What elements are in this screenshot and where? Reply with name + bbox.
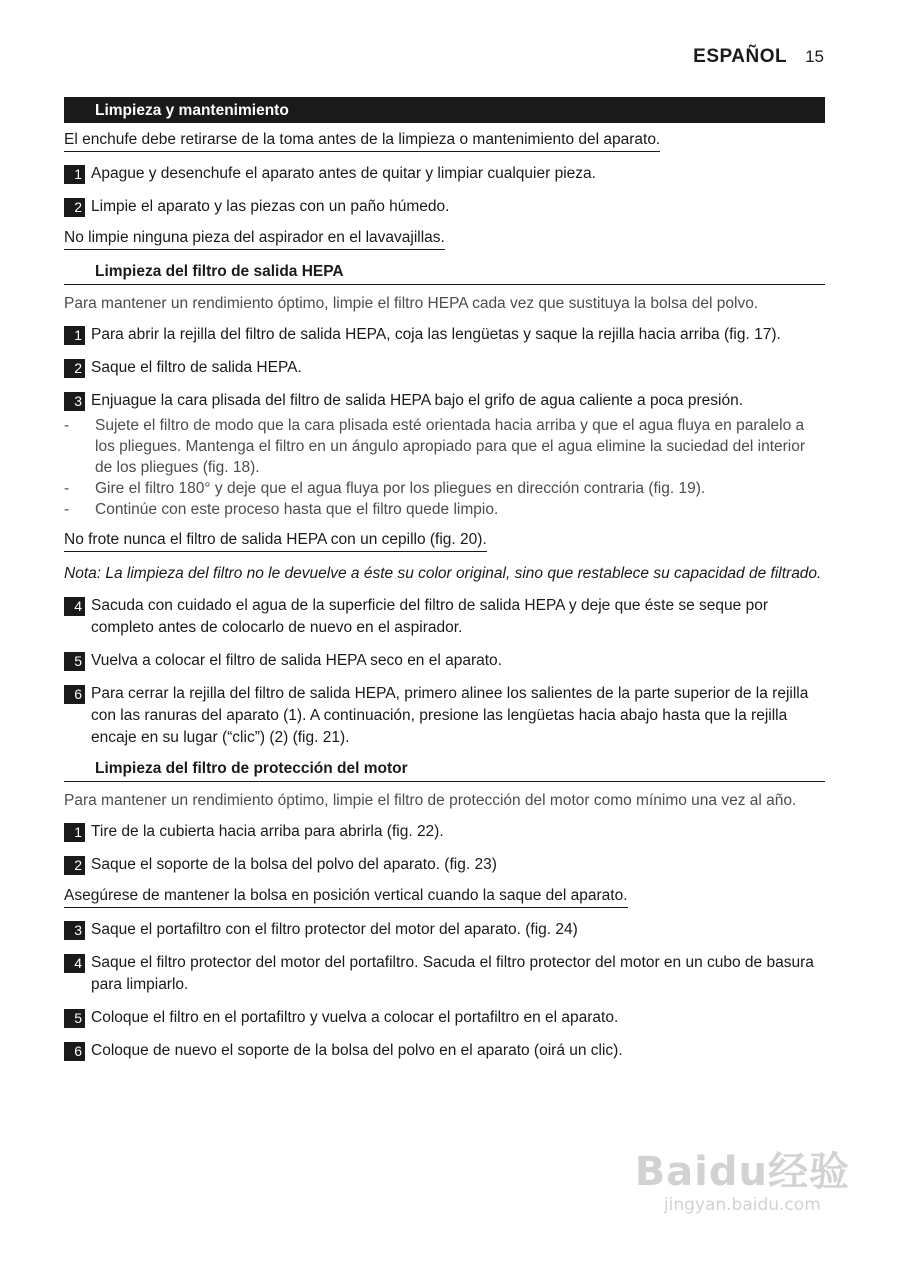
step-number: 5: [64, 1009, 85, 1028]
page-number: 15: [805, 47, 824, 66]
bullet-list: [64, 415, 825, 520]
step-number: 1: [64, 823, 85, 842]
watermark-url: jingyan.baidu.com: [663, 1195, 821, 1215]
step-number: 3: [64, 921, 85, 940]
note: Nota: La limpieza del filtro no le devuelve a éste su color original, sino que restablece su capacidad de filtrado.: [64, 565, 822, 582]
step-item: [64, 357, 825, 379]
step-text: Vuelva a colocar el filtro de salida HEPA seco en el aparato.: [91, 652, 502, 669]
bullet-text: Sujete el filtro de modo que la cara plisada esté orientada hacia arriba y que el agua fluya en paralelo a los pliegues. Mantenga el filtro en un ángulo apropiado para que el agua elimine la suciedad del interior de los pliegues (fig. 18).: [95, 417, 806, 476]
step-item: [64, 683, 825, 749]
step-number: 1: [64, 165, 85, 184]
brush-warning: No frote nunca el filtro de salida HEPA con un cepillo (fig. 20).: [64, 531, 487, 552]
bullet-item: [64, 415, 825, 478]
step-item: [64, 595, 825, 639]
step-text: Apague y desenchufe el aparato antes de quitar y limpiar cualquier pieza.: [91, 165, 596, 182]
step-text: Saque el soporte de la bolsa del polvo del aparato. (fig. 23): [91, 856, 497, 873]
step-item: [64, 324, 825, 346]
step-text: Tire de la cubierta hacia arriba para abrirla (fig. 22).: [91, 823, 444, 840]
step-item: [64, 1040, 825, 1062]
language-label: ESPAÑOL: [693, 46, 788, 67]
step-item: [64, 1007, 825, 1029]
watermark: [635, 1140, 850, 1215]
step-number: 4: [64, 954, 85, 973]
dishwasher-warning: No limpie ninguna pieza del aspirador en el lavavajillas.: [64, 229, 445, 250]
step-item: [64, 196, 825, 218]
page-header: [693, 46, 824, 68]
step-text: Saque el filtro de salida HEPA.: [91, 359, 302, 376]
bullet-dash: -: [64, 501, 70, 518]
step-item: [64, 390, 825, 412]
step-number: 6: [64, 1042, 85, 1061]
motor-intro: Para mantener un rendimiento óptimo, limpie el filtro de protección del motor como mínimo una vez al año.: [64, 792, 797, 809]
intro-warning: El enchufe debe retirarse de la toma antes de la limpieza o mantenimiento del aparato.: [64, 131, 660, 152]
step-number: 5: [64, 652, 85, 671]
step-number: 2: [64, 198, 85, 217]
step-text: Para cerrar la rejilla del filtro de salida HEPA, primero alinee los salientes de la parte superior de la rejilla con las ranuras del aparato (1). A continuación, presione las lengüetas hacia abajo hasta que la rejilla encaje en su lugar (“clic”) (2) (fig. 21).: [91, 685, 809, 746]
step-item: [64, 821, 825, 843]
step-text: Sacuda con cuidado el agua de la superficie del filtro de salida HEPA y deje que éste se seque por completo antes de colocarlo de nuevo en el aspirador.: [91, 597, 768, 636]
bag-warning: Asegúrese de mantener la bolsa en posición vertical cuando la saque del aparato.: [64, 887, 628, 908]
step-number: 2: [64, 856, 85, 875]
step-item: [64, 919, 825, 941]
bullet-item: [64, 499, 825, 520]
bullet-item: [64, 478, 825, 499]
step-text: Coloque de nuevo el soporte de la bolsa del polvo en el aparato (oirá un clic).: [91, 1042, 623, 1059]
bullet-dash: -: [64, 480, 70, 497]
step-item: [64, 650, 825, 672]
step-item: [64, 163, 825, 185]
step-text: Para abrir la rejilla del filtro de salida HEPA, coja las lengüetas y saque la rejilla hacia arriba (fig. 17).: [91, 326, 781, 343]
step-text: Enjuague la cara plisada del filtro de salida HEPA bajo el grifo de agua caliente a poca presión.: [91, 392, 743, 409]
step-number: 3: [64, 392, 85, 411]
bullet-text: Gire el filtro 180° y deje que el agua fluya por los pliegues en dirección contraria (fig. 19).: [95, 480, 706, 497]
step-text: Saque el portafiltro con el filtro protector del motor del aparato. (fig. 24): [91, 921, 578, 938]
step-number: 4: [64, 597, 85, 616]
document-body: [64, 97, 825, 1073]
watermark-logo: Baidu经验: [634, 1149, 850, 1195]
step-text: Saque el filtro protector del motor del portafiltro. Sacuda el filtro protector del motor en un cubo de basura para limpiarlo.: [91, 954, 814, 993]
section-title: Limpieza y mantenimiento: [64, 97, 825, 123]
step-number: 2: [64, 359, 85, 378]
step-number: 6: [64, 685, 85, 704]
step-text: Limpie el aparato y las piezas con un paño húmedo.: [91, 198, 450, 215]
step-item: [64, 854, 825, 876]
step-number: 1: [64, 326, 85, 345]
step-item: [64, 952, 825, 996]
motor-heading: Limpieza del filtro de protección del motor: [64, 760, 825, 782]
bullet-dash: -: [64, 417, 70, 434]
hepa-heading: Limpieza del filtro de salida HEPA: [64, 263, 825, 285]
hepa-intro: Para mantener un rendimiento óptimo, limpie el filtro HEPA cada vez que sustituya la bolsa del polvo.: [64, 295, 759, 312]
step-text: Coloque el filtro en el portafiltro y vuelva a colocar el portafiltro en el aparato.: [91, 1009, 619, 1026]
bullet-text: Continúe con este proceso hasta que el filtro quede limpio.: [95, 501, 499, 518]
